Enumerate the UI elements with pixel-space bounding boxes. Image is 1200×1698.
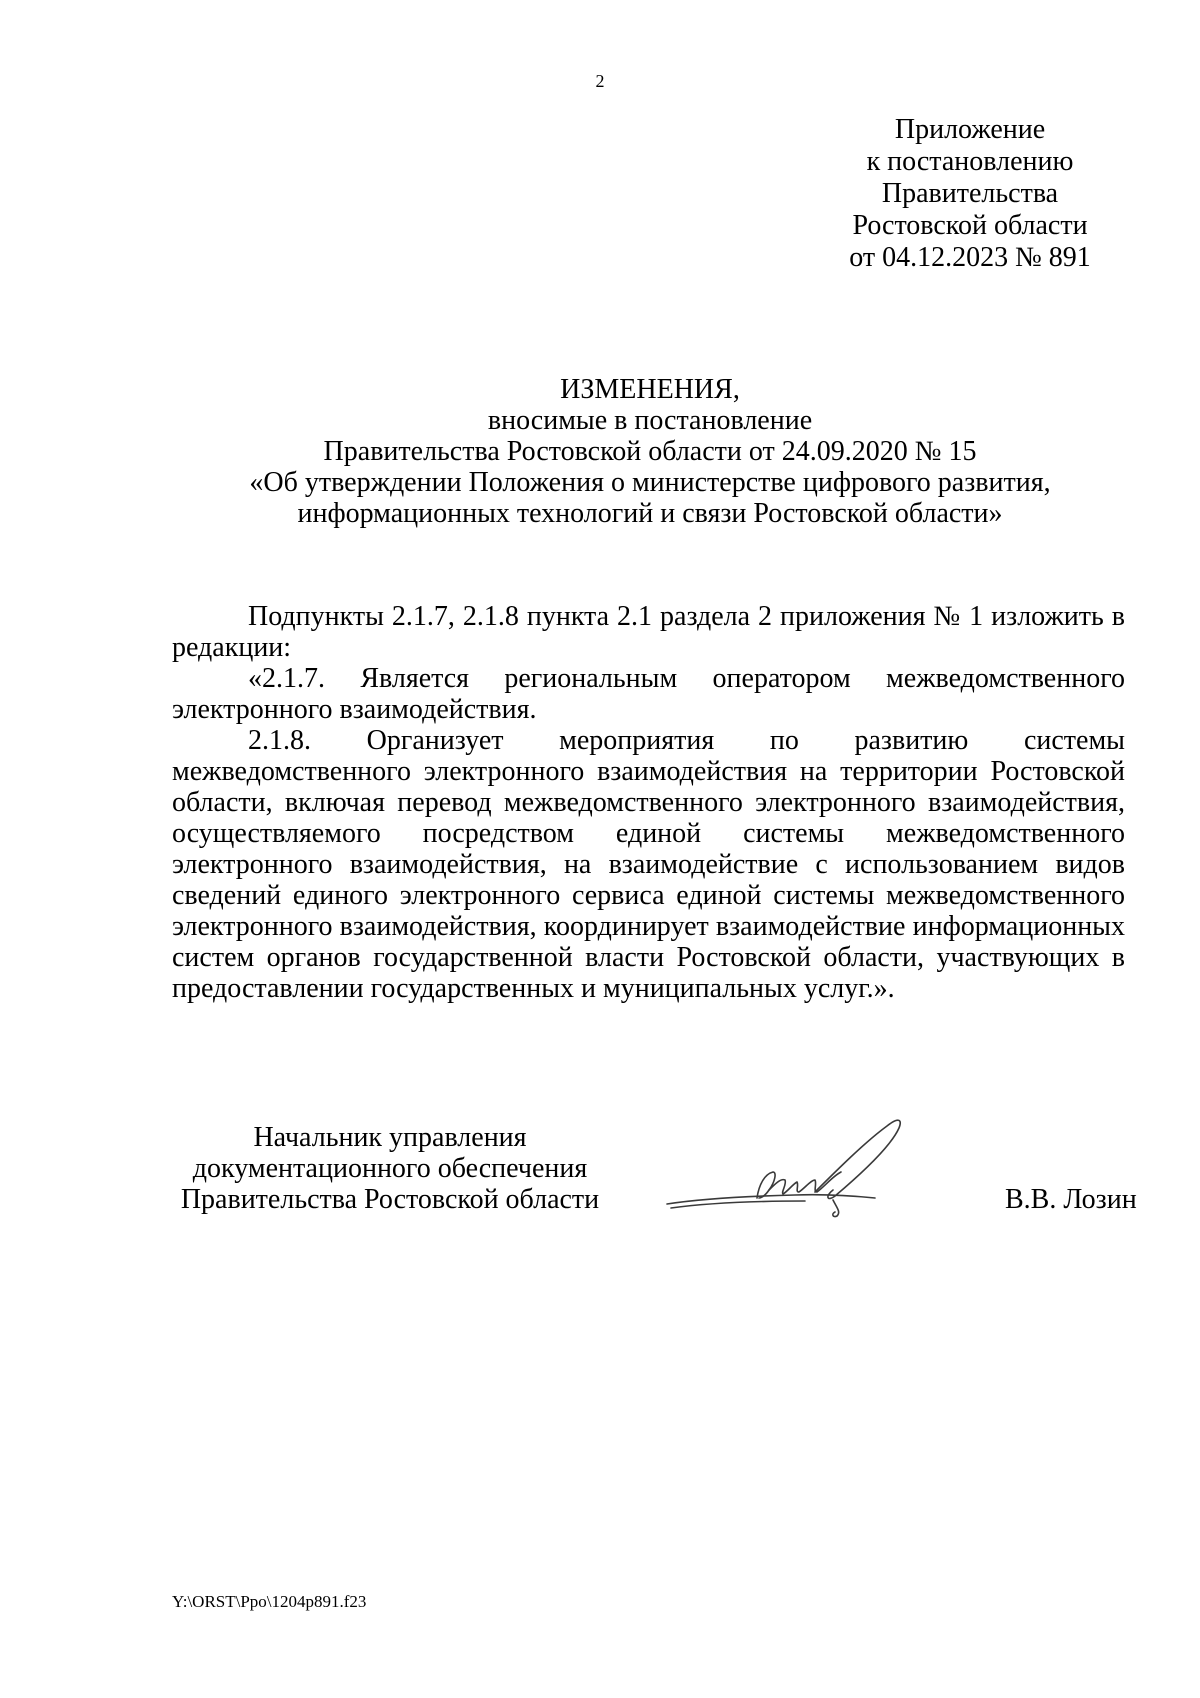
item-2-1-7-paragraph: «2.1.7. Является региональным оператором межведомственного электронного взаимодействия. bbox=[172, 663, 1125, 725]
title-line: вносимые в постановление bbox=[487, 405, 813, 436]
appendix-line: Ростовской области bbox=[852, 210, 1088, 241]
document-title bbox=[170, 374, 1130, 529]
position-line: документационного обеспечения bbox=[192, 1153, 588, 1184]
position-line: Начальник управления bbox=[253, 1122, 527, 1153]
handwritten-signature bbox=[665, 1112, 935, 1232]
title-line: Правительства Ростовской области от 24.09.2020 № 15 bbox=[323, 436, 977, 467]
item-2-1-8-paragraph: 2.1.8. Организует мероприятия по развитию системы межведомственного электронного взаимодействия на территории Ростовской области, включая перевод межведомственного электронного взаимодействия, осуществляемого посредством единой системы межведомственного электронного взаимодействия, на взаимодействие с использованием видов сведений единого электронного сервиса единой системы межведомственного электронного взаимодействия, координирует взаимодействие информационных систем органов государственной власти Ростовской области, участвующих в предоставлении государственных и муниципальных услуг.». bbox=[172, 725, 1125, 1004]
intro-paragraph: Подпункты 2.1.7, 2.1.8 пункта 2.1 раздела 2 приложения № 1 изложить в редакции: bbox=[172, 601, 1125, 663]
file-path-footer: Y:\ORST\Ppo\1204p891.f23 bbox=[172, 1592, 367, 1611]
title-heading: ИЗМЕНЕНИЯ, bbox=[560, 374, 740, 405]
page-number: 2 bbox=[595, 71, 605, 91]
appendix-block bbox=[800, 114, 1140, 274]
appendix-line: от 04.12.2023 № 891 bbox=[849, 242, 1091, 273]
appendix-line: Правительства bbox=[881, 178, 1059, 209]
appendix-line: к постановлению bbox=[866, 146, 1074, 177]
signatory-position bbox=[170, 1122, 610, 1215]
position-line: Правительства Ростовской области bbox=[180, 1184, 600, 1215]
signer-name: В.В. Лозин bbox=[1005, 1184, 1137, 1215]
title-line: информационных технологий и связи Ростовской области» bbox=[297, 498, 1003, 529]
title-line: «Об утверждении Положения о министерстве цифрового развития, bbox=[249, 467, 1051, 498]
document-body bbox=[172, 601, 1125, 1004]
appendix-line: Приложение bbox=[894, 114, 1046, 145]
